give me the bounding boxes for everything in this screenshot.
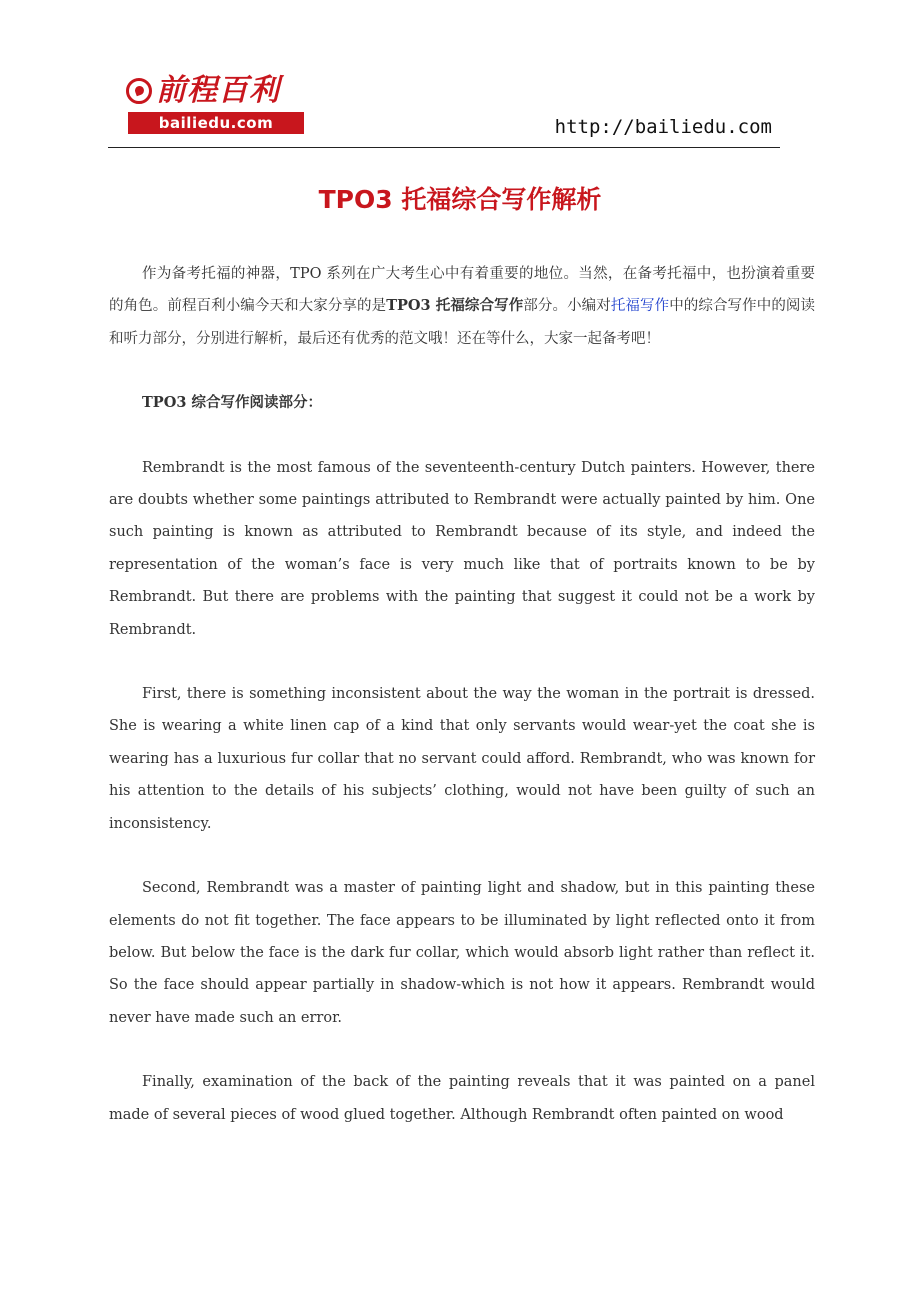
intro-text-2: 部分。小编对 bbox=[523, 298, 611, 315]
reading-paragraph-3: Second, Rembrandt was a master of painting light and shadow, but in this painting these elements do not fit together. The face appears to be illuminated by light reflected onto it from below. But below the face is the dark fur collar, which would absorb light rather than reflect it. So the face should appear partially in shadow-which is not how it appears. Rembrandt would never have made such an error. bbox=[109, 880, 815, 1026]
site-url: http://bailiedu.com bbox=[554, 116, 772, 138]
logo-chinese-text: 前程百利 bbox=[156, 73, 280, 108]
article-body bbox=[109, 258, 815, 1163]
toefl-writing-link[interactable]: 托福写作 bbox=[610, 298, 670, 315]
section-subtitle: TPO3 综合写作阅读部分： bbox=[142, 394, 322, 412]
page-title: TPO3 托福综合写作解析 bbox=[318, 185, 602, 214]
reading-paragraph-4: Finally, examination of the back of the painting reveals that it was painted on a panel made of several pieces of wood glued together. Although Rembrandt often painted on wood bbox=[109, 1074, 815, 1123]
page-header bbox=[108, 70, 780, 148]
intro-bold-topic: TPO3 托福综合写作 bbox=[386, 297, 524, 315]
reading-paragraph-1: Rembrandt is the most famous of the seventeenth-century Dutch painters. However, there are doubts whether some paintings attributed to Rembrandt were actually painted by him. One such painting is known as attributed to Rembrandt because of its style, and indeed the representation of the woman’s face is very much like that of portraits known to be by Rembrandt. But there are problems with the painting that suggest it could not be a work by Rembrandt. bbox=[109, 459, 815, 638]
intro-text-1: 作为备考托福的神器，TPO 系列在广大考生心中有着重要的地位。当然，在备考托福中，也扮演着重要的角色。前程百利小编今天和大家分享的是 bbox=[109, 266, 815, 315]
intro-paragraph bbox=[109, 258, 815, 355]
bailiedu-logo[interactable] bbox=[126, 74, 316, 132]
header-divider bbox=[108, 147, 780, 148]
intro-text-3: 中的综合写作中的阅读和听力部分，分别进行解析，最后还有优秀的范文哦！还在等什么，大家一起备考吧！ bbox=[109, 298, 816, 347]
logo-mark-icon bbox=[126, 78, 152, 104]
logo-domain-text: bailiedu.com bbox=[128, 112, 304, 134]
reading-paragraph-2: First, there is something inconsistent about the way the woman in the portrait is dressed. She is wearing a white linen cap of a kind that only servants would wear-yet the coat she is wearing has a luxurious fur collar that no servant could afford. Rembrandt, who was known for his attention to the details of his subjects’ clothing, would not have been guilty of such an inconsistency. bbox=[109, 686, 815, 832]
